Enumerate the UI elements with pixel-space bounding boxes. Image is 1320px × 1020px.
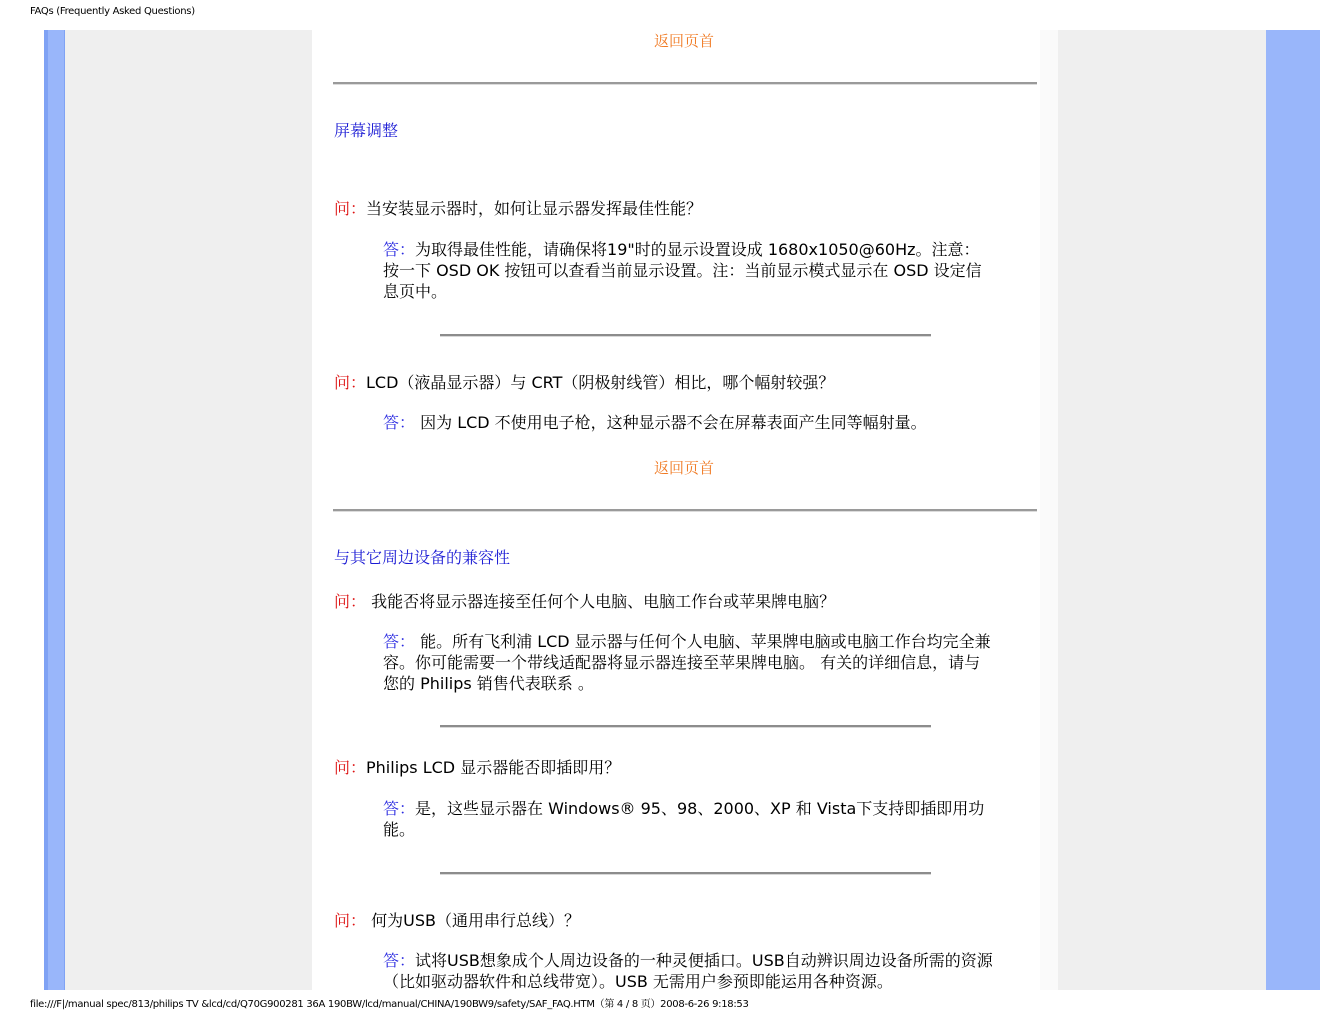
question-text: 我能否将显示器连接至任何个人电脑、电脑工作台或苹果牌电脑？	[366, 592, 836, 611]
question-text: Philips LCD 显示器能否即插即用？	[366, 758, 621, 777]
answer-text: 试将USB想象成个人周边设备的一种灵便插口。USB自动辨识周边设备所需的资源（比如驱动器软件和总线带宽）。USB 无需用户参预即能运用各种资源。	[383, 951, 993, 991]
page-footer-path: file:///F|/manual spec/813/philips TV &lcd/cd/Q70G900281 36A 190BW/lcd/manual/CHINA/190BW9/safety/SAF_FAQ.HTM（第 4 / 8 页）2008-6-26 9:18:53	[30, 999, 749, 1010]
answer-text: 是，这些显示器在 Windows® 95、98、2000、XP 和 Vista下支持即插即用功能。	[383, 799, 985, 839]
content-edge	[1040, 30, 1058, 990]
qa-divider	[440, 872, 931, 875]
answer-text: 能。所有飞利浦 LCD 显示器与任何个人电脑、苹果牌电脑或电脑工作台均完全兼容。你可能需要一个带线适配器将显示器连接至苹果牌电脑。 有关的详细信息，请与您的 Philips 销售代表联系 。	[383, 632, 991, 693]
section-divider	[333, 509, 1037, 512]
qa-divider	[440, 334, 931, 337]
answer-label: 答：	[383, 632, 416, 651]
main-content	[312, 30, 1040, 990]
question-label: 问：	[334, 199, 367, 218]
answer	[383, 950, 993, 992]
page-header-title: FAQs (Frequently Asked Questions)	[30, 6, 195, 17]
answer-text: 因为 LCD 不使用电子枪，这种显示器不会在屏幕表面产生同等幅射量。	[415, 413, 927, 432]
right-blue-margin	[1266, 30, 1320, 990]
question	[334, 196, 702, 219]
answer-label: 答：	[383, 240, 416, 259]
right-grey-column	[1058, 30, 1266, 990]
question-label: 问：	[334, 911, 367, 930]
section-title-screen-adjust[interactable]: 屏幕调整	[334, 121, 399, 140]
question-label: 问：	[334, 373, 367, 392]
answer-label: 答：	[383, 799, 416, 818]
question	[334, 589, 835, 612]
answer	[383, 239, 993, 302]
answer-label: 答：	[383, 951, 416, 970]
question-label: 问：	[334, 758, 367, 777]
section-divider	[333, 82, 1037, 85]
answer-text: 为取得最佳性能，请确保将19"时的显示设置设成 1680x1050@60Hz。注意：按一下 OSD OK 按钮可以查看当前显示设置。注：当前显示模式显示在 OSD 设定信息页中。	[383, 240, 982, 301]
back-to-top-link[interactable]: 返回页首	[654, 459, 715, 477]
section-title-compatibility[interactable]: 与其它周边设备的兼容性	[334, 548, 511, 567]
question	[334, 908, 580, 931]
question-text: LCD（液晶显示器）与 CRT（阴极射线管）相比，哪个幅射较强？	[366, 373, 835, 392]
question	[334, 370, 834, 393]
answer-label: 答：	[383, 413, 416, 432]
question-label: 问：	[334, 592, 367, 611]
left-blue-margin-inner	[48, 30, 64, 990]
answer	[383, 412, 993, 433]
question-text: 何为USB（通用串行总线）？	[366, 911, 580, 930]
back-to-top-link[interactable]: 返回页首	[654, 32, 715, 50]
answer	[383, 798, 993, 840]
answer	[383, 631, 993, 694]
qa-divider	[440, 725, 931, 728]
left-grey-column	[65, 30, 312, 990]
question	[334, 755, 620, 778]
question-text: 当安装显示器时，如何让显示器发挥最佳性能？	[366, 199, 703, 218]
